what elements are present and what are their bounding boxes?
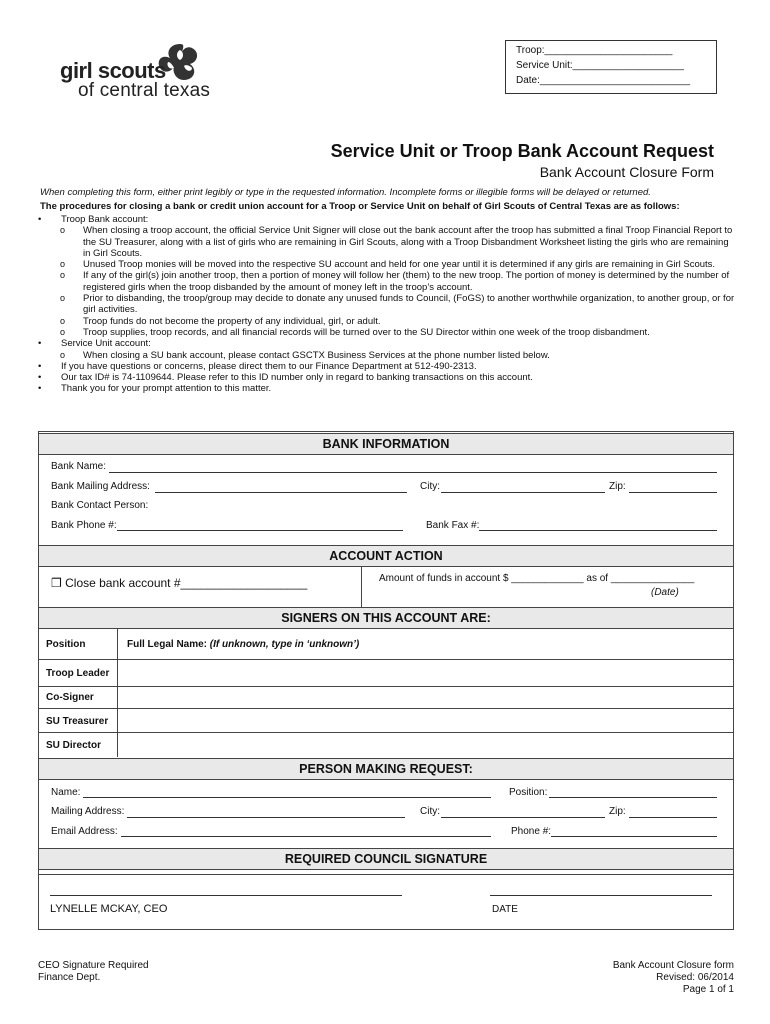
list-item: o Troop funds do not become the property of any individual, girl, or adult.	[38, 316, 738, 327]
requester-mailing-label: Mailing Address:	[51, 806, 125, 817]
requester-position-label: Position:	[509, 787, 548, 798]
bank-fax-label: Bank Fax #:	[426, 520, 480, 531]
bank-zip-field[interactable]	[629, 492, 717, 493]
requester-zip-field[interactable]	[629, 817, 717, 818]
list-item: • Service Unit account:	[38, 338, 738, 349]
footer-right	[613, 960, 734, 996]
date-field[interactable]: Date:___________________________	[516, 75, 691, 86]
requester-name-label: Name:	[51, 787, 81, 798]
requester-position-field[interactable]	[549, 797, 717, 798]
service-unit-field[interactable]: Service Unit:____________________	[516, 60, 684, 71]
signer-position-label: Co-Signer	[46, 692, 94, 703]
date-signature-line[interactable]	[490, 895, 712, 896]
ceo-signature-line[interactable]	[50, 895, 402, 896]
list-item: • If you have questions or concerns, please direct them to our Finance Department at 512-490-2313.	[38, 361, 738, 372]
troop-field[interactable]: Troop:_______________________	[516, 45, 673, 56]
requester-zip-label: Zip:	[609, 806, 626, 817]
bank-phone-field[interactable]	[117, 530, 403, 531]
checkbox-icon[interactable]: ❒	[51, 576, 62, 590]
table-row	[39, 732, 733, 733]
form-subtitle: Bank Account Closure Form	[539, 164, 714, 180]
requester-phone-label: Phone #:	[511, 826, 552, 837]
footer-dept: Finance Dept.	[38, 972, 101, 983]
bank-phone-label: Bank Phone #:	[51, 520, 117, 531]
form-title: Service Unit or Troop Bank Account Request	[330, 141, 714, 161]
table-row	[39, 659, 733, 660]
signer-position-label: SU Treasurer	[46, 716, 109, 727]
requester-city-field[interactable]	[441, 817, 605, 818]
requester-email-label: Email Address:	[51, 826, 118, 837]
full-name-header	[127, 639, 359, 650]
date-caption: (Date)	[651, 587, 679, 598]
list-item: o If any of the girl(s) join another troop, then a portion of money will follow her (them) to the new troop. The portion of money is determined by the number of registered girls when the troop disbanded by the amount of money left in the troop’s account.	[38, 270, 738, 293]
requester-heading: PERSON MAKING REQUEST:	[39, 758, 733, 780]
table-row	[39, 708, 733, 709]
troop-info-box	[505, 40, 717, 94]
account-action-heading: ACCOUNT ACTION	[39, 545, 733, 567]
procedures-list	[38, 214, 738, 395]
list-item: o When closing a troop account, the official Service Unit Signer will close out the bank account after the troop has submitted a final Troop Financial Report to the SU Treasurer, along with a list of girls who are remaining in Girl Scouts, along with a Troop Disbandment Worksheet listing the girls who are remaining in Girl Scouts.	[38, 225, 738, 259]
close-account-row	[51, 576, 307, 590]
list-item: • Troop Bank account:	[38, 214, 738, 225]
signature-area	[38, 873, 734, 930]
logo-text-line1: girl scouts	[60, 58, 166, 83]
signer-position-label: Troop Leader	[46, 668, 110, 679]
footer-ceo-required: CEO Signature Required	[38, 960, 149, 971]
list-item: o When closing a SU bank account, please contact GSCTX Business Services at the phone number listed below.	[38, 350, 738, 361]
footer-left	[38, 960, 149, 984]
bank-fax-field[interactable]	[479, 530, 717, 531]
list-item: • Thank you for your prompt attention to this matter.	[38, 383, 738, 394]
bank-city-label: City:	[420, 481, 440, 492]
requester-city-label: City:	[420, 806, 440, 817]
bank-name-label: Bank Name:	[51, 461, 107, 472]
full-name-header-note: (If unknown, type in ‘unknown’)	[209, 639, 360, 650]
amount-field[interactable]: Amount of funds in account $ _____________ as of _______________	[379, 573, 695, 584]
column-divider	[361, 567, 362, 607]
bank-zip-label: Zip:	[609, 481, 626, 492]
bank-mailing-field[interactable]	[155, 492, 407, 493]
requester-mailing-field[interactable]	[127, 817, 405, 818]
logo-text-line2: of central texas	[78, 80, 211, 101]
full-name-header-bold: Full Legal Name:	[127, 639, 208, 650]
position-header: Position	[46, 639, 86, 650]
bank-contact-label: Bank Contact Person:	[51, 500, 149, 511]
list-item: o Prior to disbanding, the troop/group may decide to donate any unused funds to Council, (FoGS) to another worthwhile organization, to another group, or for girl activities.	[38, 293, 738, 316]
footer-page: Page 1 of 1	[682, 984, 734, 995]
list-item: o Troop supplies, troop records, and all financial records will be turned over to the SU Director within one week of the troop disbandment.	[38, 327, 738, 338]
council-signature-heading: REQUIRED COUNCIL SIGNATURE	[39, 848, 733, 870]
signers-heading: SIGNERS ON THIS ACCOUNT ARE:	[39, 607, 733, 629]
table-row	[39, 686, 733, 687]
list-item: • Our tax ID# is 74-1109644. Please refer to this ID number only in regard to banking transactions on this account.	[38, 372, 738, 383]
bank-mailing-label: Bank Mailing Address:	[51, 481, 150, 492]
signer-position-label: SU Director	[46, 740, 102, 751]
instruction-text: When completing this form, either print legibly or type in the requested information. Incomplete forms or illegible forms will be delayed or returned.	[40, 187, 651, 198]
requester-email-field[interactable]	[121, 836, 491, 837]
bank-info-heading: BANK INFORMATION	[39, 433, 733, 455]
bank-name-field[interactable]	[109, 472, 717, 473]
column-divider	[117, 629, 118, 757]
requester-name-field[interactable]	[83, 797, 491, 798]
footer-revised: Revised: 06/2014	[656, 972, 734, 983]
procedures-heading: The procedures for closing a bank or credit union account for a Troop or Service Unit on behalf of Girl Scouts of Central Texas are as follows:	[40, 201, 680, 212]
form-table	[38, 431, 734, 875]
bank-city-field[interactable]	[441, 492, 605, 493]
requester-phone-field[interactable]	[551, 836, 717, 837]
ceo-name: LYNELLE MCKAY, CEO	[50, 903, 168, 915]
close-account-label: Close bank account #___________________	[65, 576, 308, 590]
list-item: o Unused Troop monies will be moved into the respective SU account and held for one year until it is determined if any girls are remaining in Girl Scouts.	[38, 259, 738, 270]
date-label: DATE	[492, 904, 518, 915]
footer-form-name: Bank Account Closure form	[612, 960, 734, 971]
